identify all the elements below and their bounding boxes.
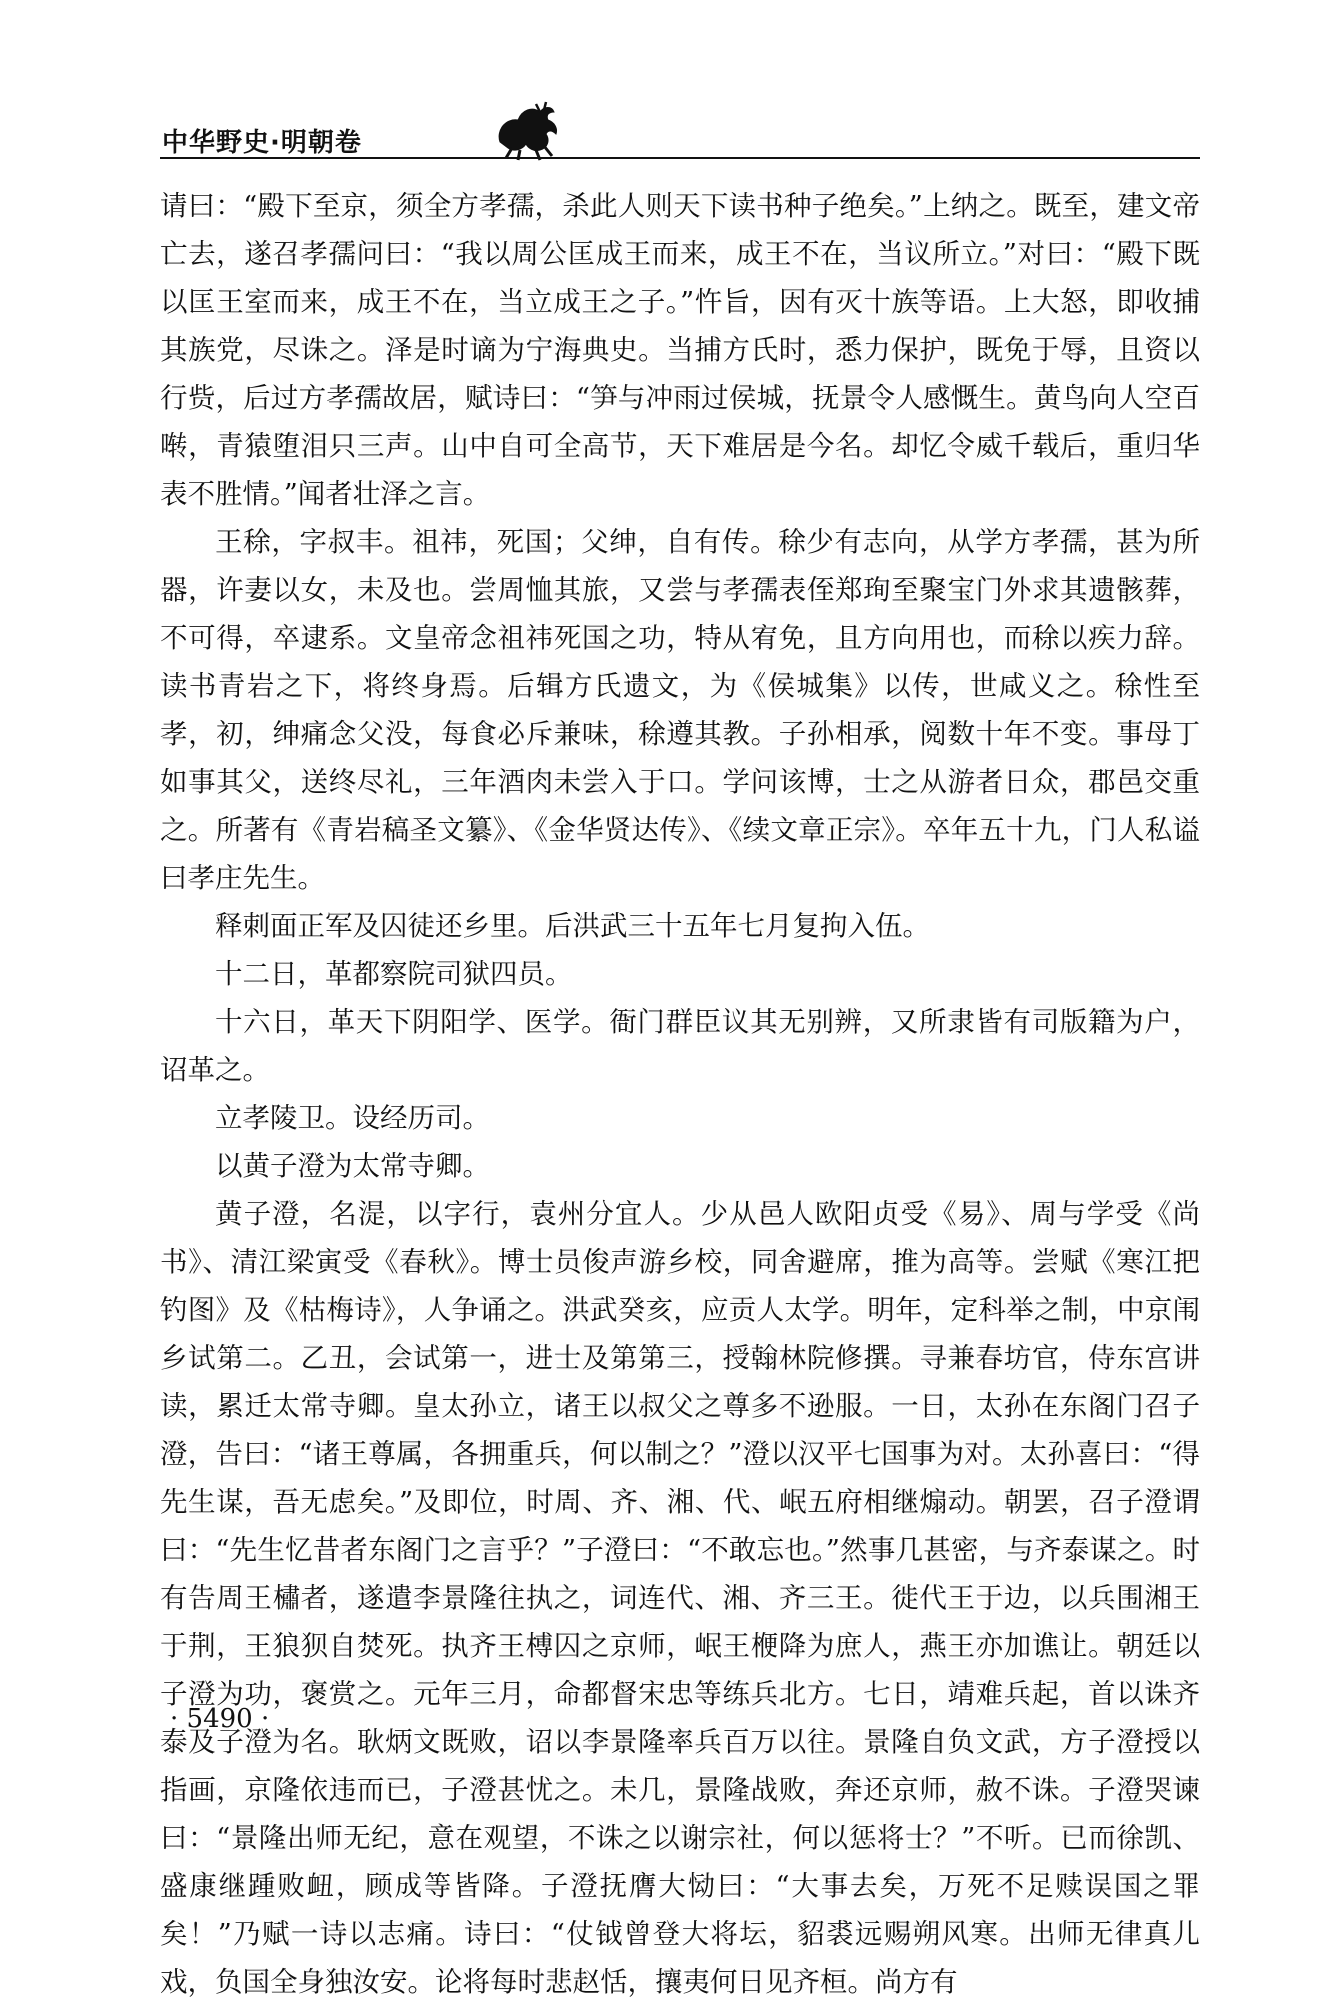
book-title: 中华野史·明朝卷	[162, 128, 362, 158]
paragraph: 释刺面正军及囚徒还乡里。后洪武三十五年七月复拘入伍。	[215, 910, 930, 942]
paragraph: 十六日，革天下阴阳学、医学。衙门群臣议其无别辨，又所隶皆有司版籍为户，诏革之。	[160, 1006, 1200, 1086]
body-text	[160, 182, 1200, 2006]
dragon-icon	[492, 100, 564, 162]
paragraph: 王稌，字叔丰。祖祎，死国；父绅，自有传。稌少有志向，从学方孝孺，甚为所器，许妻以女，未及也。尝周恤其旅，又尝与孝孺表侄郑珣至聚宝门外求其遗骸葬，不可得，卒逮系。文皇帝念祖祎死国之功，特从宥免，且方向用也，而稌以疾力辞。读书青岩之下，将终身焉。后辑方氏遗文，为《侯城集》以传，世咸义之。稌性至孝，初，绅痛念父没，每食必斥兼味，稌遵其教。子孙相承，阅数十年不变。事母丁如事其父，送终尽礼，三年酒肉未尝入于口。学问该博，士之从游者日众，郡邑交重之。所著有《青岩稿圣文纂》、《金华贤达传》、《续文章正宗》。卒年五十九，门人私谥曰孝庄先生。	[160, 526, 1200, 894]
paragraph: 以黄子澄为太常寺卿。	[215, 1150, 490, 1182]
page-number: · 5490 ·	[170, 1704, 270, 1734]
running-header	[160, 112, 1200, 164]
paragraph: 十二日，革都察院司狱四员。	[215, 958, 573, 990]
paragraph: 请曰：“殿下至京，须全方孝孺，杀此人则天下读书种子绝矣。”上纳之。既至，建文帝亡去，遂召孝孺问曰：“我以周公匡成王而来，成王不在，当议所立。”对曰：“殿下既以匡王室而来，成王不在，当立成王之子。”忤旨，因有灭十族等语。上大怒，即收捕其族党，尽诛之。泽是时谪为宁海典史。当捕方氏时，悉力保护，既免于辱，且资以行赀，后过方孝孺故居，赋诗曰：“笋与冲雨过侯城，抚景令人感慨生。黄鸟向人空百啭，青猿堕泪只三声。山中自可全高节，天下难居是今名。却忆令威千载后，重归华表不胜情。”闻者壮泽之言。	[160, 190, 1200, 510]
paragraph: 黄子澄，名湜，以字行，袁州分宜人。少从邑人欧阳贞受《易》、周与学受《尚书》、清江梁寅受《春秋》。博士员俊声游乡校，同舍避席，推为高等。尝赋《寒江把钓图》及《枯梅诗》，人争诵之。洪武癸亥，应贡人太学。明年，定科举之制，中京闱乡试第二。乙丑，会试第一，进士及第第三，授翰林院修撰。寻兼春坊官，侍东宫讲读，累迁太常寺卿。皇太孙立，诸王以叔父之尊多不逊服。一日，太孙在东阁门召子澄，告曰：“诸王尊属，各拥重兵，何以制之？”澄以汉平七国事为对。太孙喜曰：“得先生谋，吾无虑矣。”及即位，时周、齐、湘、代、岷五府相继煽动。朝罢，召子澄谓曰：“先生忆昔者东阁门之言乎？”子澄曰：“不敢忘也。”然事几甚密，与齐泰谋之。时有告周王橚者，遂遣李景隆往执之，词连代、湘、齐三王。徙代王于边，以兵围湘王于荆，王狼狈自焚死。执齐王榑囚之京师，岷王楩降为庶人，燕王亦加谯让。朝廷以子澄为功，褒赏之。元年三月，命都督宋忠等练兵北方。七日，靖难兵起，首以诛齐泰及子澄为名。耿炳文既败，诏以李景隆率兵百万以往。景隆自负文武，方子澄授以指画，京隆依违而已，子澄甚忧之。未几，景隆战败，奔还京师，赦不诛。子澄哭谏曰：“景隆出师无纪，意在观望，不诛之以谢宗社，何以惩将士？”不听。已而徐凯、盛康继踵败衄，顾成等皆降。子澄抚膺大恸曰：“大事去矣，万死不足赎误国之罪矣！”乃赋一诗以志痛。诗曰：“仗钺曾登大将坛，貂裘远赐朔风寒。出师无律真儿戏，负国全身独汝安。论将每时悲赵恬，攘夷何日见齐桓。尚方有	[160, 1198, 1200, 1998]
paragraph: 立孝陵卫。设经历司。	[215, 1102, 490, 1134]
header-rule	[160, 157, 1200, 159]
